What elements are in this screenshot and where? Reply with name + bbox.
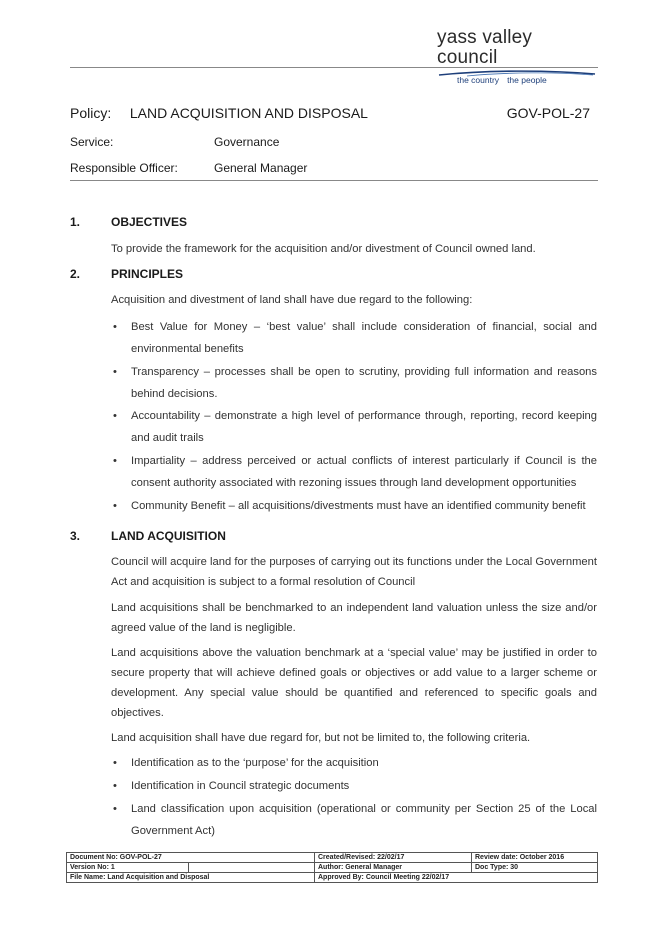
bullet-icon: • [113,757,117,769]
footer-created: Created/Revised: 22/02/17 [315,853,472,863]
principles-intro: Acquisition and divestment of land shall have due regard to the following: [111,294,473,306]
list-item-text: Impartiality – address perceived or actual conflicts of interest particularly if Council is the consent authority associated with rezoning issues through land development opportunities [131,455,597,489]
list-item [113,450,597,494]
footer-approved: Approved By: Council Meeting 22/02/17 [315,873,598,883]
list-item-text: Land classification upon acquisition (operational or community per Section 25 of the Local Government Act) [131,803,597,837]
policy-title: LAND ACQUISITION AND DISPOSAL [129,105,368,121]
list-item-text: Best Value for Money – ‘best value’ shall include consideration of financial, social and environmental benefits [131,321,597,355]
bullet-icon: • [113,780,117,792]
section-heading-objectives [70,215,187,229]
policy-code: GOV-POL-27 [506,105,590,121]
logo-tagline-right: the people [507,75,547,85]
list-item [113,361,597,405]
section-title: LAND ACQUISITION [111,529,226,543]
footer-author: Author: General Manager [315,863,472,873]
header-rule [70,67,598,68]
footer-doc-no: Document No: GOV-POL-27 [67,853,315,863]
acquisition-paragraph: Land acquisitions shall be benchmarked to an independent land valuation unless the size and/or agreed value of the land is negligible. [111,602,597,634]
bullet-icon: • [113,500,117,512]
bullet-icon: • [113,321,117,333]
acquisition-paragraph: Land acquisition shall have due regard for, but not be limited to, the following criteria. [111,732,531,744]
list-item [113,495,597,517]
officer-row [70,161,307,175]
bullet-icon: • [113,455,117,467]
acquisition-paragraph: Council will acquire land for the purposes of carrying out its functions under the Local Government Act and acquisition is subject to a formal resolution of Council [111,556,597,588]
list-item-text: Identification as to the ‘purpose’ for the acquisition [131,757,379,769]
officer-value: General Manager [214,161,308,175]
footer-review: Review date: October 2016 [472,853,598,863]
logo-name: yass valley council [437,27,533,68]
list-item [113,775,597,797]
bullet-icon: • [113,366,117,378]
section-heading-principles [70,267,183,281]
list-item-text: Community Benefit – all acquisitions/divestments must have an identified community benefit [131,500,586,512]
section-heading-land-acquisition [70,529,226,543]
list-item [113,405,597,449]
bullet-icon: • [113,410,117,422]
list-item [113,798,597,842]
footer-doc-type: Doc Type: 30 [472,863,598,873]
footer-file-name: File Name: Land Acquisition and Disposal [67,873,315,883]
list-item-text: Identification in Council strategic documents [131,780,350,792]
service-label: Service: [70,135,114,149]
meta-rule [70,180,598,181]
section-title: PRINCIPLES [111,267,184,281]
document-footer-table [66,852,598,883]
list-item-text: Transparency – processes shall be open to scrutiny, providing full information and reasons behind decisions. [131,366,597,400]
section-number: 1. [70,215,81,229]
footer-version-blank [189,863,315,873]
list-item [113,316,597,360]
council-logo [437,28,597,85]
service-value: Governance [214,135,280,149]
footer-version: Version No: 1 [67,863,189,873]
policy-label: Policy: [70,105,112,121]
logo-tagline [457,75,597,85]
section-title: OBJECTIVES [111,215,188,229]
section-number: 3. [70,529,81,543]
list-item [113,752,597,774]
list-item-text: Accountability – demonstrate a high level of performance through, reporting, record keeping and audit trails [131,410,597,444]
objectives-text: To provide the framework for the acquisition and/or divestment of Council owned land. [111,243,536,255]
policy-header [70,105,598,121]
logo-tagline-left: the country [457,75,500,85]
acquisition-paragraph: Land acquisitions above the valuation benchmark at a ‘special value’ may be justified in order to secure property that will achieve defined goals or objectives or add value to a larger scheme or development. Any special value should be quantified and referenced to specific goals and objectives. [111,647,597,719]
service-row [70,135,279,149]
bullet-icon: • [113,803,117,815]
section-number: 2. [70,267,81,281]
officer-label: Responsible Officer: [70,161,178,175]
